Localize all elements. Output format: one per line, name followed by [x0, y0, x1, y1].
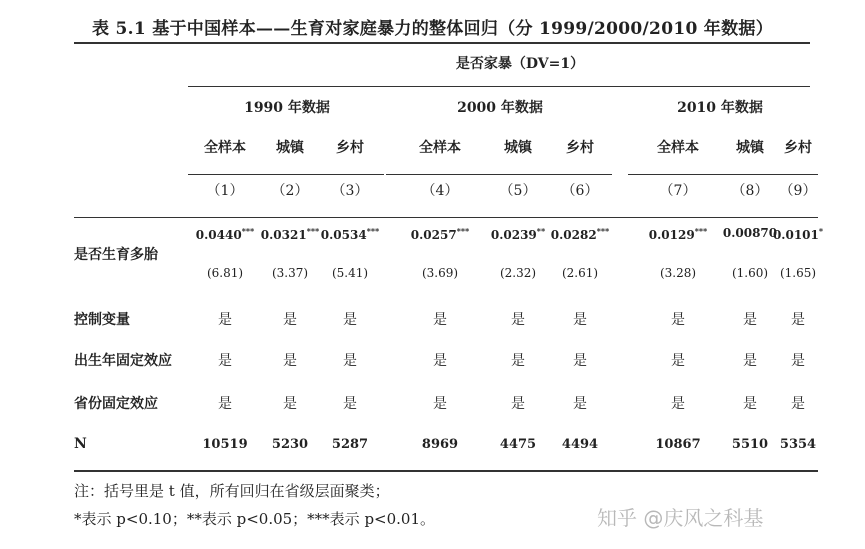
indicator-controls: 是: [671, 312, 685, 328]
indicator-controls: 是: [218, 312, 232, 328]
indicator-prov-fe: 是: [743, 396, 757, 412]
group-underline-2000: [386, 174, 612, 175]
sample-size: 10867: [655, 437, 701, 452]
row-label-province-fe: 省份固定效应: [74, 396, 158, 412]
indicator-controls: 是: [791, 312, 805, 328]
coefficient-value: 0.0440***: [195, 226, 255, 242]
indicator-prov-fe: 是: [671, 396, 685, 412]
t-value: (6.81): [206, 266, 244, 280]
table-title: 表 5.1 基于中国样本——生育对家庭暴力的整体回归（分 1999/2000/2010 年数据）: [91, 19, 773, 39]
column-number: （1）: [206, 183, 244, 199]
coefficient-value: 0.0257***: [410, 226, 470, 242]
t-value: (5.41): [331, 266, 369, 280]
t-value: (3.69): [421, 266, 459, 280]
coefficient-value: 0.00870: [722, 226, 778, 240]
group-2010: 2010 年数据: [677, 100, 763, 116]
sample-size: 8969: [421, 437, 459, 452]
significance-stars: *: [818, 226, 824, 236]
column-subheader: 乡村: [566, 140, 594, 156]
column-number: （9）: [779, 183, 817, 199]
column-subheader: 城镇: [736, 140, 764, 156]
coefficient-value: 0.0129***: [648, 226, 708, 242]
column-subheader: 全样本: [419, 140, 461, 156]
row-label-main-var: 是否生育多胎: [74, 247, 158, 263]
indicator-birth-fe: 是: [218, 353, 232, 369]
coefficient-value: 0.0321***: [260, 226, 320, 242]
note-line-1: 注：括号里是 t 值，所有回归在省级层面聚类；: [74, 482, 390, 500]
column-number: （2）: [271, 183, 309, 199]
t-value: (2.32): [499, 266, 537, 280]
significance-stars: ***: [456, 226, 470, 236]
column-number: （4）: [421, 183, 459, 199]
row-label-controls: 控制变量: [74, 312, 130, 328]
indicator-controls: 是: [573, 312, 587, 328]
column-subheader: 城镇: [276, 140, 304, 156]
indicator-birth-fe: 是: [283, 353, 297, 369]
indicator-prov-fe: 是: [433, 396, 447, 412]
sample-size: 10519: [202, 437, 248, 452]
top-rule: [74, 42, 810, 44]
header-bottom-rule: [74, 217, 818, 218]
indicator-birth-fe: 是: [743, 353, 757, 369]
sample-size: 5354: [779, 437, 817, 452]
significance-stars: ***: [694, 226, 708, 236]
coefficient-value: 0.0534***: [320, 226, 380, 242]
indicator-birth-fe: 是: [573, 353, 587, 369]
row-label-n: N: [74, 436, 87, 452]
indicator-controls: 是: [343, 312, 357, 328]
significance-stars: ***: [366, 226, 380, 236]
sample-size: 5287: [331, 437, 369, 452]
row-label-birth-year-fe: 出生年固定效应: [74, 353, 172, 369]
indicator-prov-fe: 是: [343, 396, 357, 412]
t-value: (3.28): [659, 266, 697, 280]
column-number: （7）: [659, 183, 697, 199]
sample-size: 4475: [499, 437, 537, 452]
significance-stars: ***: [596, 226, 610, 236]
indicator-birth-fe: 是: [671, 353, 685, 369]
indicator-prov-fe: 是: [283, 396, 297, 412]
coefficient-value: 0.0282***: [550, 226, 610, 242]
indicator-controls: 是: [511, 312, 525, 328]
t-value: (1.60): [731, 266, 769, 280]
column-subheader: 全样本: [204, 140, 246, 156]
watermark: 知乎 @庆风之科基: [597, 506, 764, 530]
column-number: （6）: [561, 183, 599, 199]
column-number: （3）: [331, 183, 369, 199]
significance-stars: **: [536, 226, 546, 236]
indicator-controls: 是: [743, 312, 757, 328]
coefficient-value: 0.0101*: [772, 226, 824, 242]
indicator-controls: 是: [283, 312, 297, 328]
indicator-prov-fe: 是: [511, 396, 525, 412]
significance-stars: ***: [241, 226, 255, 236]
column-subheader: 全样本: [657, 140, 699, 156]
indicator-prov-fe: 是: [218, 396, 232, 412]
t-value: (2.61): [561, 266, 599, 280]
bottom-rule: [74, 470, 818, 472]
note-line-2: *表示 p<0.10；**表示 p<0.05；***表示 p<0.01。: [74, 510, 436, 528]
significance-stars: ***: [306, 226, 320, 236]
indicator-birth-fe: 是: [343, 353, 357, 369]
t-value: (1.65): [779, 266, 817, 280]
indicator-birth-fe: 是: [433, 353, 447, 369]
dv-underline: [188, 86, 810, 87]
column-subheader: 城镇: [504, 140, 532, 156]
column-subheader: 乡村: [784, 140, 812, 156]
group-2000: 2000 年数据: [457, 100, 543, 116]
indicator-controls: 是: [433, 312, 447, 328]
group-underline-1990: [188, 174, 384, 175]
sample-size: 4494: [561, 437, 599, 452]
column-subheader: 乡村: [336, 140, 364, 156]
coefficient-value: 0.0239**: [490, 226, 546, 242]
dependent-variable-label: 是否家暴（DV=1）: [455, 56, 585, 72]
indicator-prov-fe: 是: [791, 396, 805, 412]
sample-size: 5230: [271, 437, 309, 452]
sample-size: 5510: [731, 437, 769, 452]
indicator-prov-fe: 是: [573, 396, 587, 412]
indicator-birth-fe: 是: [791, 353, 805, 369]
column-number: （5）: [499, 183, 537, 199]
t-value: (3.37): [271, 266, 309, 280]
group-underline-2010: [628, 174, 818, 175]
column-number: （8）: [731, 183, 769, 199]
indicator-birth-fe: 是: [511, 353, 525, 369]
group-1990: 1990 年数据: [244, 100, 330, 116]
